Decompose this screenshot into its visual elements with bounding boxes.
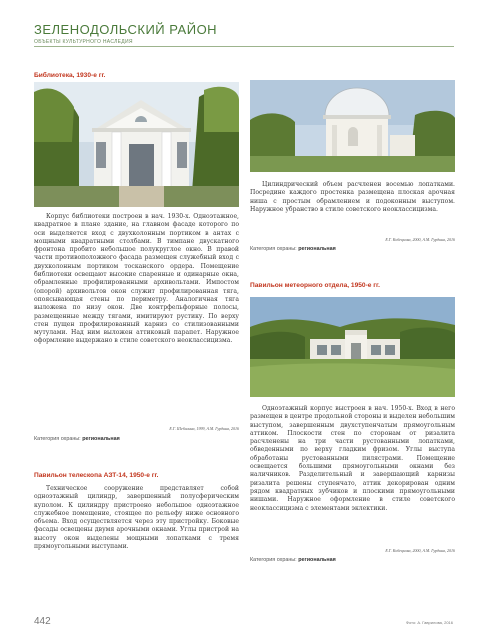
category-label: Категория охраны:	[250, 557, 297, 563]
telescope-pavilion-photo	[250, 80, 455, 172]
meteor-pavilion-photo	[250, 297, 455, 397]
page-number: 442	[34, 616, 51, 627]
photo-credit: Фото: А. Гаврилова, 2016	[405, 620, 453, 625]
meteor-photo-caption: Е.Г. Кобецкова, 2000, А.М. Гурдина, 2016	[385, 548, 455, 553]
library-protection-category	[34, 436, 120, 442]
telescope-description: Техническое сооружение представляет собой одноэтажный цилиндр, завершенный полусферическим куполом. К цилиндру пристроено небольшое одноэтажное служебное помещение, стоящее по рельефу ниже основного объема. Вход осуществляется через эту пристройку. Боковые фасады освещены двумя арочными окнами. Углы пристрой на высоту окон выделены мощными лопатками с тремя прямоугольными выступами.	[34, 485, 239, 551]
category-value: региональная	[298, 246, 336, 252]
telescope-protection-category	[250, 246, 336, 252]
library-heading: Библиотека, 1930-е гг.	[34, 72, 106, 79]
telescope-heading: Павильон телескопа АЗТ-14, 1950-е гг.	[34, 472, 159, 479]
telescope-description-continued: Цилиндрический объем расчленен восемью лопатками. Посредине каждого простенка размещена плоская арочная ниша с простым обрамлением и подоконным выступом. Наружное убранство в стиле советского неоклассицизма.	[250, 181, 455, 213]
library-photo	[34, 82, 239, 207]
category-value: региональная	[298, 557, 336, 563]
library-photo-caption: Е.Г. Шебалина, 1999, А.М. Гурдина, 2016	[169, 426, 239, 431]
header-divider	[34, 46, 454, 47]
meteor-description: Одноэтажный корпус выстроен в нач. 1950-х. Вход в него размещен в центре продольной стороны и выделен небольшим выступом, завершенным двухступенчатым прямоугольным аттиком. Плоскости стен по сторонам от ризалита расчленены на три части рустованными лопатками, обведенными по верху гладким фризом. Углы выступа обработаны рустованными пилястрами. Помещение освещается большими прямоугольными окнами без наличников. Разделительный и завершающий карнизы ризалита решены ступенчато, аттик декорирован одним рядом квадратных зубчиков и плоскими прямоугольными нишами. Наружное оформление в стиле советского неоклассицизма с элементами эклектики.	[250, 405, 455, 512]
category-label: Категория охраны:	[250, 246, 297, 252]
section-subtitle: ОБЪЕКТЫ КУЛЬТУРНОГО НАСЛЕДИЯ	[34, 39, 133, 45]
telescope-photo-caption: Е.Г. Кобецкова, 2000, А.М. Гурдина, 2016	[385, 237, 455, 242]
library-description: Корпус библиотеки построен в нач. 1930-х. Одноэтажное, квадратное в плане здание, на главном фасаде которого по оси выделяется вход с двухколонным портиком в антах с мощными квадратными столбами. В тимпане двускатного фронтона пробито небольшое полукруглое окно. В правой части противоположного фасада размещен служебный вход с двухколонным портиком тосканского ордера. Помещение библиотеки освещают высокие спаренные и одинарные окна, обрамленные профилированными архивольтами. Импостом (опорой) архивольтов окон служит профилированная тяга, опоясывающая стены по периметру. Аналогичная тяга выложена по низу окон. Две контрфельфорные полосы, размещенные между тягами, имитируют рустику. По верху стен пущен профилированный карниз со стилизованными мутулами. Над ним выложен аттиковый парапет. Наружное оформление выдержано в стиле советского неоклассицизма.	[34, 213, 239, 345]
meteor-heading: Павильон метеорного отдела, 1950-е гг.	[250, 282, 380, 289]
meteor-protection-category	[250, 557, 336, 563]
section-title: ЗЕЛЕНОДОЛЬСКИЙ РАЙОН	[34, 22, 218, 37]
category-label: Категория охраны:	[34, 436, 81, 442]
category-value: региональная	[82, 436, 120, 442]
